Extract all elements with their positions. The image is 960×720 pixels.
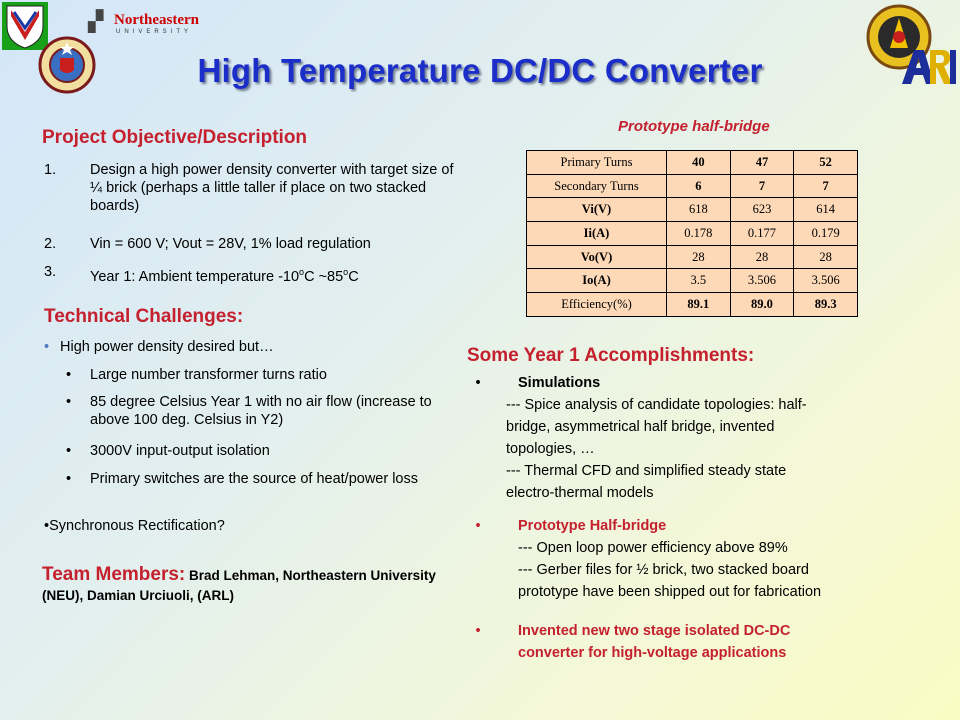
accomplishment-line: topologies, … bbox=[506, 441, 595, 457]
arsenal-seal-logo bbox=[38, 36, 96, 94]
table-cell: 89.3 bbox=[794, 293, 858, 317]
challenge-item bbox=[66, 470, 456, 488]
team-text: Brad Lehman, Northeastern University (NEU), Damian Urciuoli, (ARL) bbox=[42, 568, 436, 603]
accomplishments-heading: Some Year 1 Accomplishments: bbox=[467, 345, 755, 366]
challenge-text: Primary switches are the source of heat/power loss bbox=[90, 471, 418, 487]
table-row-label: Primary Turns bbox=[527, 151, 667, 175]
accomplishment-line: bridge, asymmetrical half bridge, invented bbox=[506, 419, 775, 435]
page-title: High Temperature DC/DC Converter bbox=[197, 52, 763, 89]
bullet-icon: • bbox=[66, 471, 72, 487]
objective-heading: Project Objective/Description bbox=[42, 127, 308, 148]
table-cell: 6 bbox=[667, 174, 731, 198]
accomplishment-line: --- Spice analysis of candidate topologies: half- bbox=[506, 397, 807, 413]
table-cell: 623 bbox=[730, 198, 794, 222]
objective-number: 2. bbox=[44, 236, 57, 252]
table-cell: 7 bbox=[730, 174, 794, 198]
challenge-text: 85 degree Celsius Year 1 with no air flow (increase to above 100 deg. Celsius in Y2) bbox=[90, 394, 432, 428]
table-row bbox=[527, 222, 858, 246]
table-cell: 89.1 bbox=[667, 293, 731, 317]
challenge-text: 3000V input-output isolation bbox=[90, 443, 270, 459]
accomplishment-item bbox=[468, 620, 928, 664]
challenge-item bbox=[44, 517, 424, 535]
objective-text: Vin = 600 V; Vout = 28V, 1% load regulation bbox=[90, 236, 371, 252]
bullet-icon: • bbox=[66, 394, 72, 410]
challenges-heading: Technical Challenges: bbox=[44, 306, 244, 327]
table-cell: 3.5 bbox=[667, 269, 731, 293]
objective-item bbox=[44, 161, 469, 215]
challenge-item bbox=[66, 442, 456, 460]
objective-text-part: C ~85 bbox=[304, 269, 344, 285]
table-row bbox=[527, 174, 858, 198]
table-row-label: Efficiency(%) bbox=[527, 293, 667, 317]
challenge-text: Large number transformer turns ratio bbox=[90, 367, 327, 383]
objective-text bbox=[90, 263, 469, 286]
table-row bbox=[527, 198, 858, 222]
degree-superscript: o bbox=[299, 267, 305, 277]
bullet-icon: • bbox=[475, 518, 481, 534]
bullet-icon: • bbox=[475, 623, 481, 639]
team-members bbox=[42, 565, 442, 606]
northeastern-name: Northeastern bbox=[114, 12, 199, 28]
table-cell: 47 bbox=[730, 151, 794, 175]
challenge-text: Synchronous Rectification? bbox=[49, 518, 225, 534]
accomplishment-item bbox=[468, 515, 928, 603]
table-row-label: Vo(V) bbox=[527, 245, 667, 269]
accomplishment-line: electro-thermal models bbox=[506, 485, 654, 501]
table-row bbox=[527, 151, 858, 175]
prototype-results-table bbox=[526, 150, 858, 317]
table-cell: 3.506 bbox=[730, 269, 794, 293]
accomplishment-title: Simulations bbox=[518, 375, 601, 391]
table-cell: 3.506 bbox=[794, 269, 858, 293]
bullet-icon: • bbox=[475, 375, 481, 391]
table-row-label: Io(A) bbox=[527, 269, 667, 293]
bullet-icon: • bbox=[44, 339, 50, 355]
table-cell: 618 bbox=[667, 198, 731, 222]
degree-superscript: o bbox=[343, 267, 349, 277]
accomplishment-title-cont: converter for high-voltage applications bbox=[518, 645, 787, 661]
objective-text-part: Year 1: Ambient temperature -10 bbox=[90, 269, 300, 285]
table-cell: 52 bbox=[794, 151, 858, 175]
table-row-label: Ii(A) bbox=[527, 222, 667, 246]
table-cell: 40 bbox=[667, 151, 731, 175]
table-row-label: Vi(V) bbox=[527, 198, 667, 222]
challenge-item bbox=[66, 393, 456, 429]
table-cell: 28 bbox=[667, 245, 731, 269]
bullet-icon: • bbox=[66, 367, 72, 383]
accomplishment-line: --- Gerber files for ½ brick, two stacked board bbox=[518, 562, 809, 578]
table-cell: 7 bbox=[794, 174, 858, 198]
table-row-label: Secondary Turns bbox=[527, 174, 667, 198]
bullet-icon: • bbox=[44, 518, 50, 534]
objective-text-part: C bbox=[348, 269, 359, 285]
challenge-item bbox=[44, 338, 424, 356]
table-row bbox=[527, 245, 858, 269]
accomplishment-line: --- Thermal CFD and simplified steady state bbox=[506, 463, 787, 479]
table-cell: 0.177 bbox=[730, 222, 794, 246]
northeastern-sub: UNIVERSITY bbox=[116, 29, 193, 35]
table-cell: 28 bbox=[794, 245, 858, 269]
accomplishment-title: Prototype Half-bridge bbox=[518, 518, 667, 534]
objective-number: 3. bbox=[44, 264, 57, 280]
objective-item bbox=[44, 263, 469, 286]
table-cell: 614 bbox=[794, 198, 858, 222]
team-label: Team Members: bbox=[42, 564, 186, 585]
accomplishment-title: Invented new two stage isolated DC-DC bbox=[518, 623, 791, 639]
northeastern-logo bbox=[88, 12, 228, 34]
arl-logo bbox=[900, 44, 958, 88]
table-row bbox=[527, 269, 858, 293]
table-cell: 28 bbox=[730, 245, 794, 269]
bullet-icon: • bbox=[66, 443, 72, 459]
challenge-item bbox=[66, 366, 456, 384]
northeastern-mark-icon: ▞ bbox=[88, 11, 104, 33]
table-cell: 0.178 bbox=[667, 222, 731, 246]
objective-item bbox=[44, 235, 469, 253]
table-cell: 0.179 bbox=[794, 222, 858, 246]
objective-number: 1. bbox=[44, 162, 57, 178]
accomplishment-line: --- Open loop power efficiency above 89% bbox=[518, 540, 788, 556]
table-row bbox=[527, 293, 858, 317]
table-cell: 89.0 bbox=[730, 293, 794, 317]
accomplishment-line: prototype have been shipped out for fabrication bbox=[518, 584, 822, 600]
prototype-caption: Prototype half-bridge bbox=[618, 118, 770, 135]
challenge-text: High power density desired but… bbox=[60, 339, 274, 355]
objective-text: Design a high power density converter with target size of ¼ brick (perhaps a little taller if place on two stacked boards) bbox=[90, 162, 454, 214]
accomplishment-item bbox=[468, 372, 928, 504]
